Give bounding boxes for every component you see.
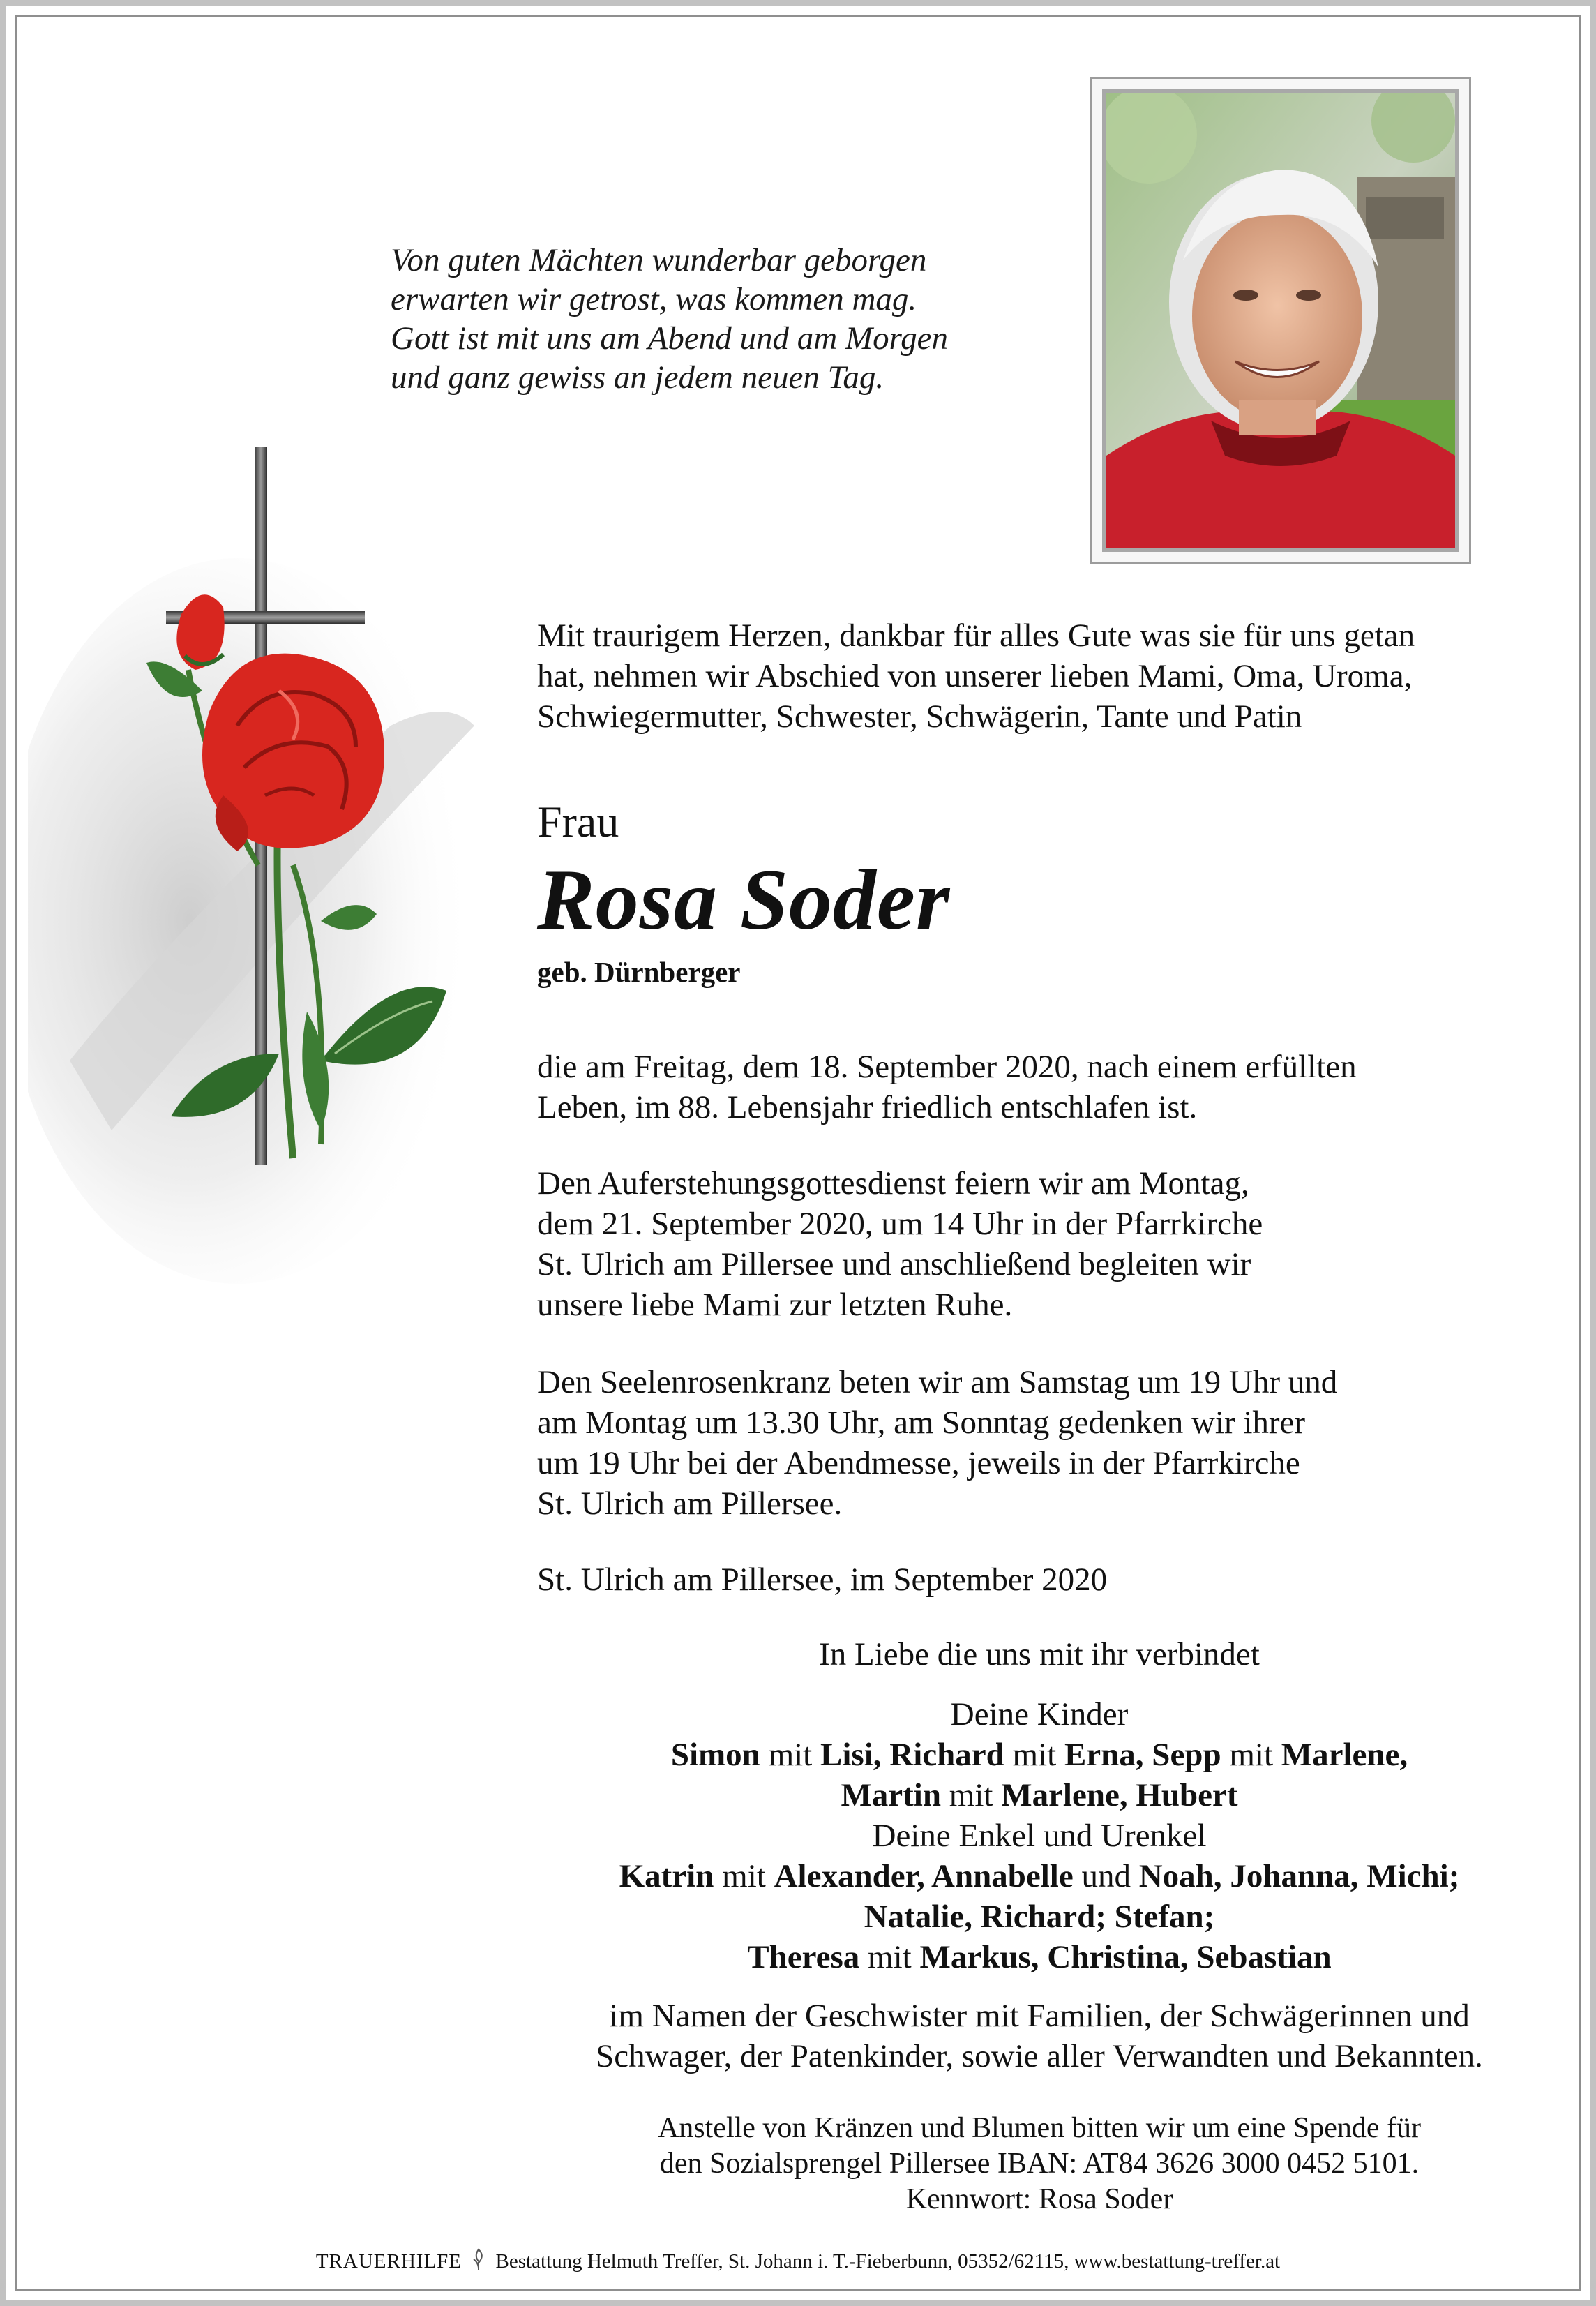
motto-line: erwarten wir getrost, was kommen mag. xyxy=(391,281,917,317)
grandchildren-line xyxy=(537,1937,1542,1977)
footer-text: Bestattung Helmuth Treffer, St. Johann i. T.-Fieberbunn, 05352/62115, www.bestattung-treffer.at xyxy=(495,2250,1281,2273)
name: Martin xyxy=(841,1777,942,1813)
funeral-home-footer xyxy=(0,2248,1596,2278)
place-date-text: St. Ulrich am Pillersee, im September 2020 xyxy=(537,1562,1108,1598)
connector: und xyxy=(1073,1858,1139,1894)
motto-line: Gott ist mit uns am Abend und am Morgen xyxy=(391,320,948,357)
closing-line: im Namen der Geschwister mit Familien, der Schwägerinnen und xyxy=(609,1998,1470,2034)
name: Lisi, Richard xyxy=(820,1737,1004,1773)
death-notice xyxy=(537,1047,1528,1128)
funeral-info xyxy=(537,1163,1528,1325)
death-notice-line: die am Freitag, dem 18. September 2020, nach einem erfüllten xyxy=(537,1049,1357,1085)
mourners-list xyxy=(537,1694,1542,1977)
intro-line: Schwiegermutter, Schwester, Schwägerin, Tante und Patin xyxy=(537,698,1302,735)
name: Noah, Johanna, Michi; xyxy=(1138,1858,1460,1894)
mourners-closing xyxy=(537,1996,1542,2076)
place-date xyxy=(537,1559,1528,1600)
intro-paragraph xyxy=(537,615,1528,737)
connector: mit xyxy=(760,1737,820,1773)
children-line xyxy=(537,1735,1542,1775)
connector: mit xyxy=(714,1858,774,1894)
connector: mit xyxy=(1004,1737,1064,1773)
funeral-line: Den Auferstehungsgottesdienst feiern wir am Montag, xyxy=(537,1165,1249,1201)
salutation: Frau xyxy=(537,797,619,846)
portrait-photo-frame xyxy=(1090,77,1471,564)
name: Theresa xyxy=(747,1939,860,1975)
donation-line: Kennwort: Rosa Soder xyxy=(905,2183,1173,2215)
footer-brand: TRAUERHILFE xyxy=(315,2250,462,2273)
funeral-line: St. Ulrich am Pillersee und anschließend begleiten wir xyxy=(537,1246,1251,1282)
grandchildren-line xyxy=(537,1856,1542,1896)
rosary-line: Den Seelenrosenkranz beten wir am Samstag um 19 Uhr und xyxy=(537,1364,1338,1400)
cross-with-rose-icon xyxy=(28,433,530,1368)
intro-line: Mit traurigem Herzen, dankbar für alles Gute was sie für uns getan xyxy=(537,617,1415,654)
motto-line: Von guten Mächten wunderbar geborgen xyxy=(391,242,927,278)
portrait-photo xyxy=(1102,89,1459,552)
funeral-line: unsere liebe Mami zur letzten Ruhe. xyxy=(537,1287,1013,1323)
name: Alexander, Annabelle xyxy=(774,1858,1074,1894)
motto-verse xyxy=(391,241,1060,397)
rosary-line: um 19 Uhr bei der Abendmesse, jeweils in der Pfarrkirche xyxy=(537,1445,1300,1481)
name: Markus, Christina, Sebastian xyxy=(919,1939,1332,1975)
rosary-info xyxy=(537,1362,1528,1524)
name: Katrin xyxy=(619,1858,714,1894)
connector: mit xyxy=(941,1777,1002,1813)
portrait-photo-icon xyxy=(1106,93,1455,548)
donation-line: den Sozialsprengel Pillersee IBAN: AT84 3626 3000 0452 5101. xyxy=(659,2148,1420,2180)
intro-line: hat, nehmen wir Abschied von unserer lieben Mami, Oma, Uroma, xyxy=(537,658,1413,694)
rosary-line: am Montag um 13.30 Uhr, am Sonntag gedenken wir ihrer xyxy=(537,1405,1306,1441)
birth-name: geb. Dürnberger xyxy=(537,956,741,988)
funeral-line: dem 21. September 2020, um 14 Uhr in der Pfarrkirche xyxy=(537,1206,1263,1242)
name: Simon xyxy=(670,1737,760,1773)
mourners-intro xyxy=(537,1634,1542,1675)
name: Erna, Sepp xyxy=(1064,1737,1221,1773)
donation-note xyxy=(537,2111,1542,2217)
mourners-intro-text: In Liebe die uns mit ihr verbindet xyxy=(819,1636,1260,1672)
children-line xyxy=(537,1775,1542,1815)
grandchildren-heading: Deine Enkel und Urenkel xyxy=(872,1818,1207,1854)
motto-line: und ganz gewiss an jedem neuen Tag. xyxy=(391,359,884,396)
leaf-logo-icon xyxy=(471,2248,486,2278)
connector: mit xyxy=(1221,1737,1281,1773)
name: Marlene, Hubert xyxy=(1001,1777,1238,1813)
donation-line: Anstelle von Kränzen und Blumen bitten wir um eine Spende für xyxy=(657,2112,1422,2144)
grandchildren-line: Natalie, Richard; Stefan; xyxy=(864,1899,1215,1935)
children-heading: Deine Kinder xyxy=(950,1696,1129,1732)
deceased-name: Rosa Soder xyxy=(537,852,951,948)
death-notice-line: Leben, im 88. Lebensjahr friedlich entschlafen ist. xyxy=(537,1089,1198,1125)
name: Marlene, xyxy=(1281,1737,1408,1773)
rosary-line: St. Ulrich am Pillersee. xyxy=(537,1485,843,1522)
closing-line: Schwager, der Patenkinder, sowie aller Verwandten und Bekannten. xyxy=(596,2038,1483,2074)
connector: mit xyxy=(859,1939,920,1975)
